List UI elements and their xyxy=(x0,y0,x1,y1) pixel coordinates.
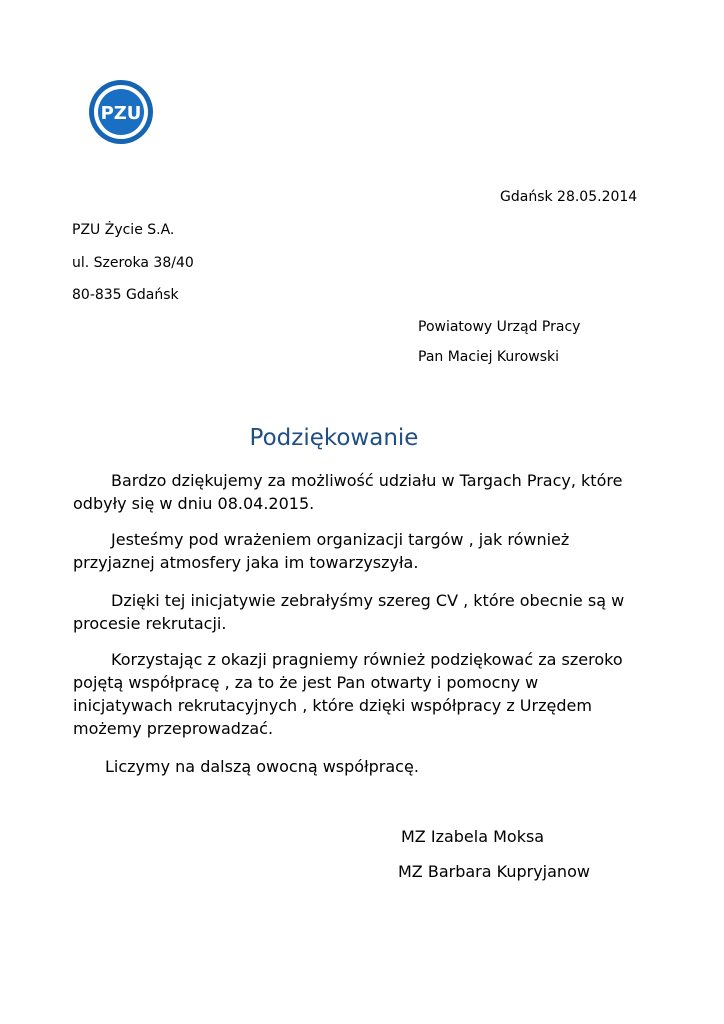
paragraph-4: Korzystając z okazji pragniemy również podziękować za szeroko pojętą współpracę , za to że jest Pan otwarty i pomocny w inicjatywach rekrutacyjnych , które dzięki współpracy z Urzędem możemy przeprowadzać. xyxy=(73,650,623,738)
pzu-logo-icon xyxy=(88,79,154,145)
pzu-logo xyxy=(88,79,154,145)
recipient-person: Pan Maciej Kurowski xyxy=(418,349,560,365)
closing-line: Liczymy na dalszą owocną współpracę. xyxy=(105,757,419,776)
paragraph-1: Bardzo dziękujemy za możliwość udziału w Targach Pracy, które odbyły się w dniu 08.04.2015. xyxy=(73,471,623,513)
sender-street: ul. Szeroka 38/40 xyxy=(72,255,194,271)
sender-company: PZU Życie S.A. xyxy=(72,222,175,238)
paragraph-3: Dzięki tej inicjatywie zebrałyśmy szereg CV , które obecnie są w procesie rekrutacji. xyxy=(73,591,625,633)
signature-first: MZ Izabela Moksa xyxy=(401,827,545,846)
sender-city: 80-835 Gdańsk xyxy=(72,287,179,303)
logo-text: PZU xyxy=(100,103,142,124)
recipient-office: Powiatowy Urząd Pracy xyxy=(418,319,581,335)
signature-second: MZ Barbara Kupryjanow xyxy=(398,862,590,881)
place-date: Gdańsk 28.05.2014 xyxy=(500,189,638,205)
letter-title: Podziękowanie xyxy=(249,425,419,451)
paragraph-2: Jesteśmy pod wrażeniem organizacji targów , jak również przyjaznej atmosfery jaka im towarzyszyła. xyxy=(73,530,570,572)
